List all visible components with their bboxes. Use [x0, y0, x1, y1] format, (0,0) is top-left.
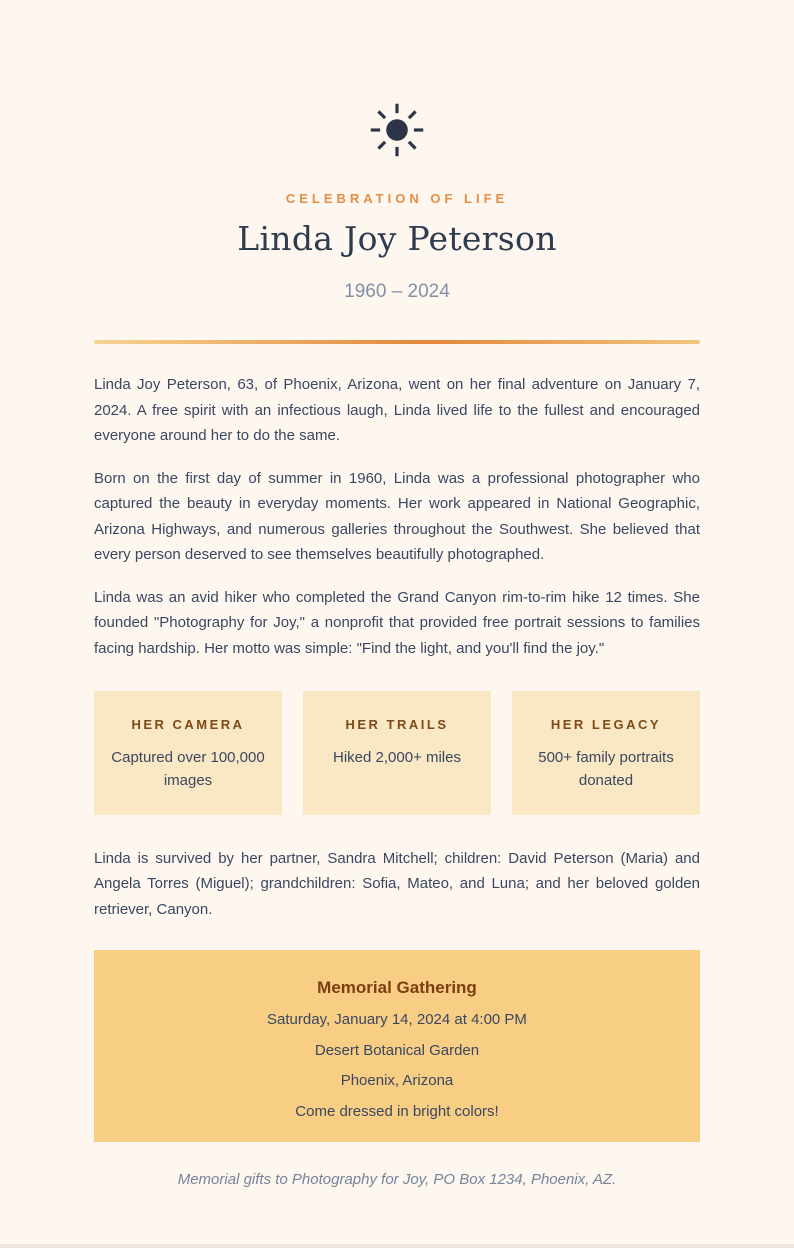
memorial-gathering-title: Memorial Gathering — [317, 978, 477, 997]
obituary-paragraph: Born on the first day of summer in 1960, Linda was a professional photographer who captured the beauty in everyday moments. Her work appeared in National Geographic, Arizona Highways, and numerous galleries throughout the Southwest. She believed that every person deserved to see themselves beautifully photographed. — [94, 469, 700, 563]
highlight-card-text: Captured over 100,000 images — [111, 749, 265, 790]
memorial-gifts-note: Memorial gifts to Photography for Joy, PO Box 1234, Phoenix, AZ. — [177, 1171, 617, 1188]
memorial-city: Phoenix, Arizona — [340, 1072, 454, 1089]
highlight-card-trails — [303, 691, 491, 815]
highlight-card-title: HER CAMERA — [131, 717, 245, 732]
memorial-datetime: Saturday, January 14, 2024 at 4:00 PM — [267, 1011, 527, 1028]
memorial-header — [94, 100, 700, 303]
obituary-page — [94, 0, 700, 1188]
survived-by-paragraph: Linda is survived by her partner, Sandra Mitchell; children: David Peterson (Maria) and Angela Torres (Miguel); grandchildren: Sofia, Mateo, and Luna; and her beloved golden retriever, Canyon. — [94, 849, 700, 918]
highlight-card-text: 500+ family portraits donated — [538, 749, 674, 790]
gradient-divider — [94, 340, 700, 344]
obituary-body — [94, 372, 700, 661]
bottom-edge-strip — [0, 1244, 794, 1248]
eyebrow-celebration-of-life: CELEBRATION OF LIFE — [285, 191, 509, 206]
highlight-card-camera — [94, 691, 282, 815]
memorial-gathering-box — [94, 950, 700, 1142]
obituary-paragraph: Linda Joy Peterson, 63, of Phoenix, Arizona, went on her final adventure on January 7, 2024. A free spirit with an infectious laugh, Linda lived life to the fullest and encouraged everyone around her to do the same. — [94, 376, 700, 444]
deceased-name: Linda Joy Peterson — [237, 219, 557, 258]
life-years: 1960 – 2024 — [344, 281, 450, 302]
memorial-venue: Desert Botanical Garden — [314, 1041, 480, 1059]
highlight-card-title: HER LEGACY — [550, 717, 662, 732]
highlight-card-text: Hiked 2,000+ miles — [333, 749, 461, 766]
obituary-paragraph: Linda was an avid hiker who completed the Grand Canyon rim-to-rim hike 12 times. She founded "Photography for Joy," a nonprofit that provided free portrait sessions to families facing hardship. Her motto was simple: "Find the light, and you'll find the joy." — [94, 588, 700, 657]
highlight-card-title: HER TRAILS — [345, 717, 449, 732]
highlight-cards — [94, 691, 700, 815]
highlight-card-legacy — [512, 691, 700, 815]
sun-icon — [94, 100, 700, 160]
memorial-dress-note: Come dressed in bright colors! — [295, 1102, 499, 1120]
